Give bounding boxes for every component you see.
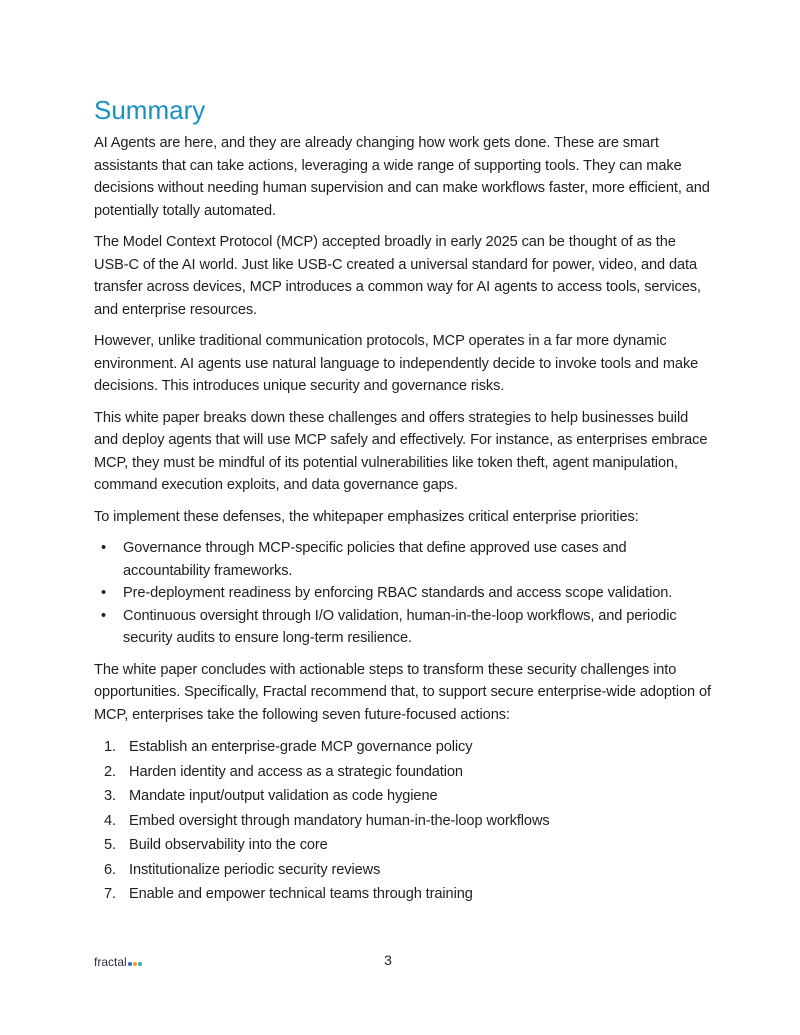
list-item-text: Harden identity and access as a strategic foundation [129,763,463,780]
list-item-number: 3. [104,788,116,804]
list-item [94,833,714,858]
paragraph-priorities-intro: To implement these defenses, the whitepaper emphasizes critical enterprise priorities: [94,508,639,525]
paragraph-conclusion: The white paper concludes with actionable steps to transform these security challenges into opportunities. Specifically, Fractal recommend that, to support secure enterprise-wide adoption of MCP, enterprises take the following seven future-focused actions: [94,661,711,723]
list-item-text: Governance through MCP-specific policies that define approved use cases and accountability frameworks. [123,540,627,579]
section-title: Summary [94,95,206,125]
logo-dot [133,962,137,966]
list-item-number: 1. [104,739,116,755]
list-item [94,858,714,883]
list-item-number: 6. [104,861,116,878]
logo-dot [138,962,142,966]
bullet-icon: • [101,607,107,624]
list-item [94,760,714,785]
bullet-icon: • [101,585,107,601]
priorities-list [94,537,714,650]
list-item-number: 5. [104,837,116,853]
page-number: 3 [384,952,392,968]
list-item-text: Enable and empower technical teams through training [129,886,473,902]
list-item [94,605,714,650]
list-item [94,582,714,605]
list-item-text: Embed oversight through mandatory human-in-the-loop workflows [129,812,550,829]
list-item [94,537,714,582]
page-content [94,94,714,907]
list-item [94,882,714,907]
list-item-number: 4. [104,812,116,829]
actions-list [94,735,714,907]
list-item-text: Build observability into the core [129,837,328,853]
list-item-number: 2. [104,763,116,780]
logo-text: fractal [94,955,127,969]
fractal-logo [94,955,142,969]
list-item [94,784,714,809]
paragraph-risks: However, unlike traditional communication protocols, MCP operates in a far more dynamic environment. AI agents use natural language to independently decide to invoke tools and make decisions. This introduces unique security and governance risks. [94,333,699,394]
list-item [94,809,714,834]
paragraph-intro: AI Agents are here, and they are already changing how work gets done. These are smart assistants that can take actions, leveraging a wide range of supporting tools. They can make decisions without needing human supervision and can make workflows faster, more efficient, and potentially totally automated. [94,135,710,219]
bullet-icon: • [101,540,107,556]
list-item-text: Mandate input/output validation as code hygiene [129,788,438,804]
list-item [94,735,714,760]
list-item-number: 7. [104,886,116,902]
list-item-text: Establish an enterprise-grade MCP governance policy [129,739,473,755]
logo-dot [128,962,132,966]
list-item-text: Institutionalize periodic security reviews [129,861,381,878]
paragraph-mcp-definition: The Model Context Protocol (MCP) accepted broadly in early 2025 can be thought of as the USB-C of the AI world. Just like USB-C created a universal standard for power, video, and data transfer across devices, MCP introduces a common way for AI agents to access tools, services, and enterprise resources. [94,234,701,318]
paragraph-challenges: This white paper breaks down these challenges and offers strategies to help businesses build and deploy agents that will use MCP safely and effectively. For instance, as enterprises embrace MCP, they must be mindful of its potential vulnerabilities like token theft, agent manipulation, command execution exploits, and data governance gaps. [94,409,708,493]
list-item-text: Continuous oversight through I/O validation, human-in-the-loop workflows, and periodic security audits to ensure long-term resilience. [123,607,677,646]
logo-dots-icon [128,962,142,966]
list-item-text: Pre-deployment readiness by enforcing RBAC standards and access scope validation. [123,585,673,601]
